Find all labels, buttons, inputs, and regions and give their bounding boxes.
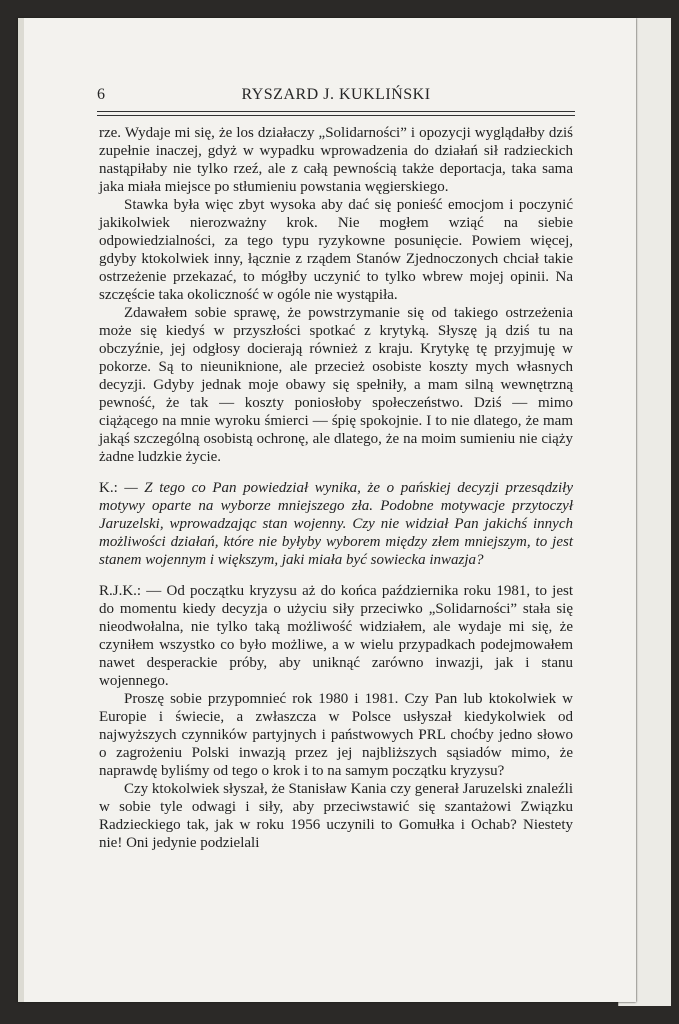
- answer-paragraph: [99, 582, 573, 690]
- running-title: RYSZARD J. KUKLIŃSKI: [241, 86, 431, 103]
- paragraph: Czy ktokolwiek słyszał, że Stanisław Kania czy generał Jaruzelski znaleźli w sobie tyle odwagi i siły, aby przeciwstawić się szantażowi Związku Radzieckiego tak, jak w roku 1956 uczynili to Gomułka i Ochab? Niestety nie! Oni jedynie podzielali: [99, 781, 574, 851]
- paragraph: rze. Wydaje mi się, że los działaczy „Solidarności” i opozycji wyglądałby dziś zupełnie inaczej, gdyż w wypadku wprowadzenia do działań sił radzieckich nastąpiłaby nie tylko rzeź, ale z całą pewnością także deportacja, taka sama jaka miała miejsce po stłumieniu powstania węgierskiego.: [99, 125, 573, 195]
- page-edge: [18, 18, 24, 1002]
- header-rule-bottom: [97, 115, 575, 116]
- answer-speaker: R.J.K.:: [99, 583, 142, 599]
- question-speaker: K.:: [99, 480, 118, 496]
- page-number: 6: [97, 86, 105, 103]
- question-text: — Z tego co Pan powiedział wynika, że o pańskiej decyzji przesądziły motywy oparte na wyborze mniejszego zła. Podobne motywacje przytoczył Jaruzelski, wprowadzając stan wojenny. Czy nie widział Pan jakichś innych możliwości działań, które nie byłyby wyborem między złem mniejszym, to jest stanem wojennym i większym, jaki miała być sowiecka inwazja?: [99, 480, 573, 568]
- page-header: [97, 86, 575, 108]
- interviewer-question: [99, 479, 573, 569]
- body-text: [99, 124, 573, 852]
- header-rule-top: [97, 111, 575, 112]
- paragraph: Stawka była więc zbyt wysoka aby dać się ponieść emocjom i poczynić jakikolwiek nierozważny krok. Nie mogłem wziąć na siebie odpowiedzialności, za tego typu ryzykowne posunięcie. Powiem więcej, gdyby ktokolwiek inny, łącznie z rządem Stanów Zjednoczonych chciał takie ostrzeżenie przekazać, to mógłby uczynić to tylko wbrew mojej opinii. Na szczęście taka okoliczność w ogóle nie wystąpiła.: [99, 197, 573, 303]
- paragraph: Zdawałem sobie sprawę, że powstrzymanie się od takiego ostrzeżenia może się kiedyś w przyszłości spotkać z krytyką. Słyszę ją dziś tu na obczyźnie, jej odgłosy docierają również z kraju. Krytykę tę przyjmuję w pokorze. Są to nieuniknione, ale przecież osobiste koszty mych własnych decyzji. Gdyby jednak moje obawy się spełniły, a mam silną wewnętrzną pewność, że tak — koszty poniosłoby społeczeństwo. Dziś — mimo ciążącego na mnie wyroku śmierci — śpię spokojnie. I to nie dlatego, że mam jakąś szczególną osobistą ochronę, ale dlatego, że na moim sumieniu nie ciąży żadne ludzkie życie.: [99, 305, 573, 465]
- paragraph: Proszę sobie przypomnieć rok 1980 i 1981. Czy Pan lub ktokolwiek w Europie i świecie, a zwłaszcza w Polsce usłyszał kiedykolwiek od najwyższych czynników partyjnych i państwowych PRL choćby jedno słowo o zagrożeniu Polski inwazją przez jej najbliższych sąsiadów mimo, że naprawdę byliśmy od tego o krok i to na samym początku kryzysu?: [99, 691, 573, 779]
- answer-text: — Od początku kryzysu aż do końca października roku 1981, to jest do momentu kiedy decyzja o użyciu siły przeciwko „Solidarności” stała się nieodwołalna, nie tylko taką możliwość widziałem, ale wydaje mi się, że czyniłem wszystko co było możliwe, a w wielu przypadkach podejmowałem nawet desperackie próby, aby uniknąć zarówno inwazji, jak i stanu wojennego.: [99, 583, 573, 689]
